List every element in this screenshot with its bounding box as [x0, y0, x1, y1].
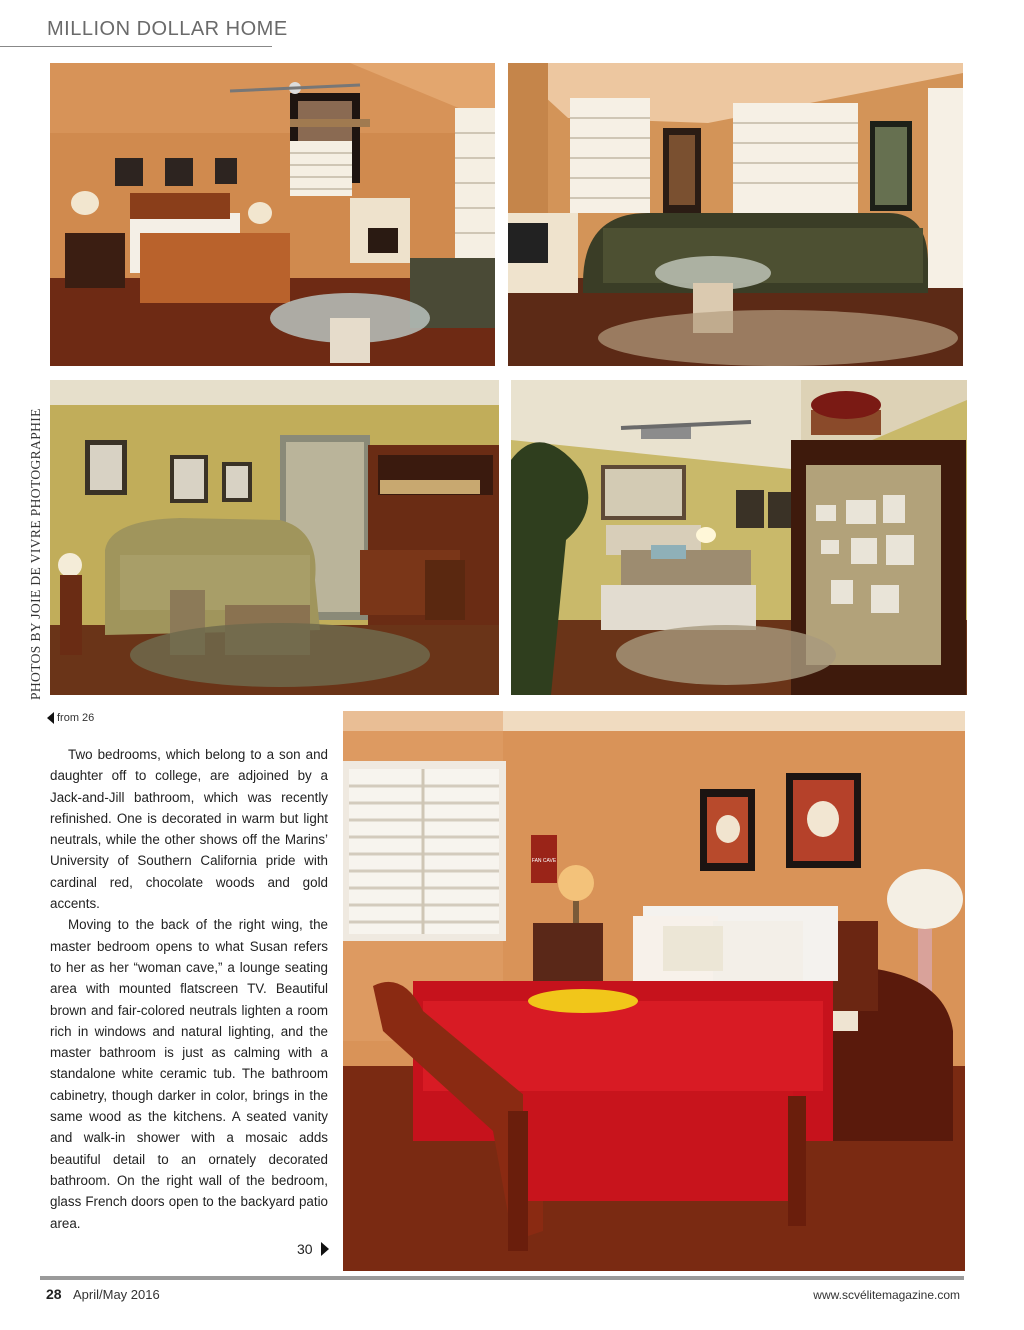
jump-from-label: from 26	[57, 712, 95, 724]
page-number: 28	[46, 1286, 62, 1302]
issue-date: April/May 2016	[73, 1287, 160, 1302]
section-title: MILLION DOLLAR HOME	[47, 18, 288, 40]
photo-usc-bedroom	[343, 711, 965, 1271]
photo-neutral-bedroom-bed	[511, 380, 967, 695]
left-arrow-icon	[47, 712, 54, 724]
site-url[interactable]: www.scvélitemagazine.com	[813, 1288, 960, 1302]
footer-rule	[40, 1276, 964, 1280]
header-rule	[0, 46, 272, 47]
article-body	[50, 744, 328, 1234]
article-paragraph: Moving to the back of the right wing, the master bedroom opens to what Susan refers to her as her “woman cave,” a lounge seating area with mounted flatscreen TV. Beautiful brown and fair-colored neutrals lighten a room rich in windows and natural lighting, and the master bathroom is just as calming with a standalone white ceramic tub. The bathroom cabinetry, though darker in color, brings in the same wood as the kitchens. A seated vanity and walk-in shower with a mosaic adds beautiful detail to an ornately decorated bathroom. On the right wall of the bedroom, glass French doors open to the backyard patio area.	[50, 917, 328, 1231]
usc-sign-text: FAN CAVE	[531, 858, 557, 864]
photo-master-bedroom	[50, 63, 495, 366]
photo-credit: PHOTOS BY JOIE DE VIVRE PHOTOGRAPHIE	[28, 408, 43, 700]
right-arrow-icon	[321, 1242, 329, 1256]
jump-from-link[interactable]	[47, 712, 94, 724]
photo-neutral-bedroom-sitting	[50, 380, 499, 695]
article-paragraph: Two bedrooms, which belong to a son and daughter off to college, are adjoined by a Jack-and-Jill bathroom, which was recently refinished. One is decorated in warm but light neutrals, while the other shows off the Marins’ University of Southern California pride with cardinal red, chocolate woods and gold accents.	[50, 747, 328, 912]
jump-to-label: 30	[297, 1241, 313, 1257]
jump-to-link[interactable]	[297, 1241, 329, 1257]
photo-woman-cave	[508, 63, 963, 366]
